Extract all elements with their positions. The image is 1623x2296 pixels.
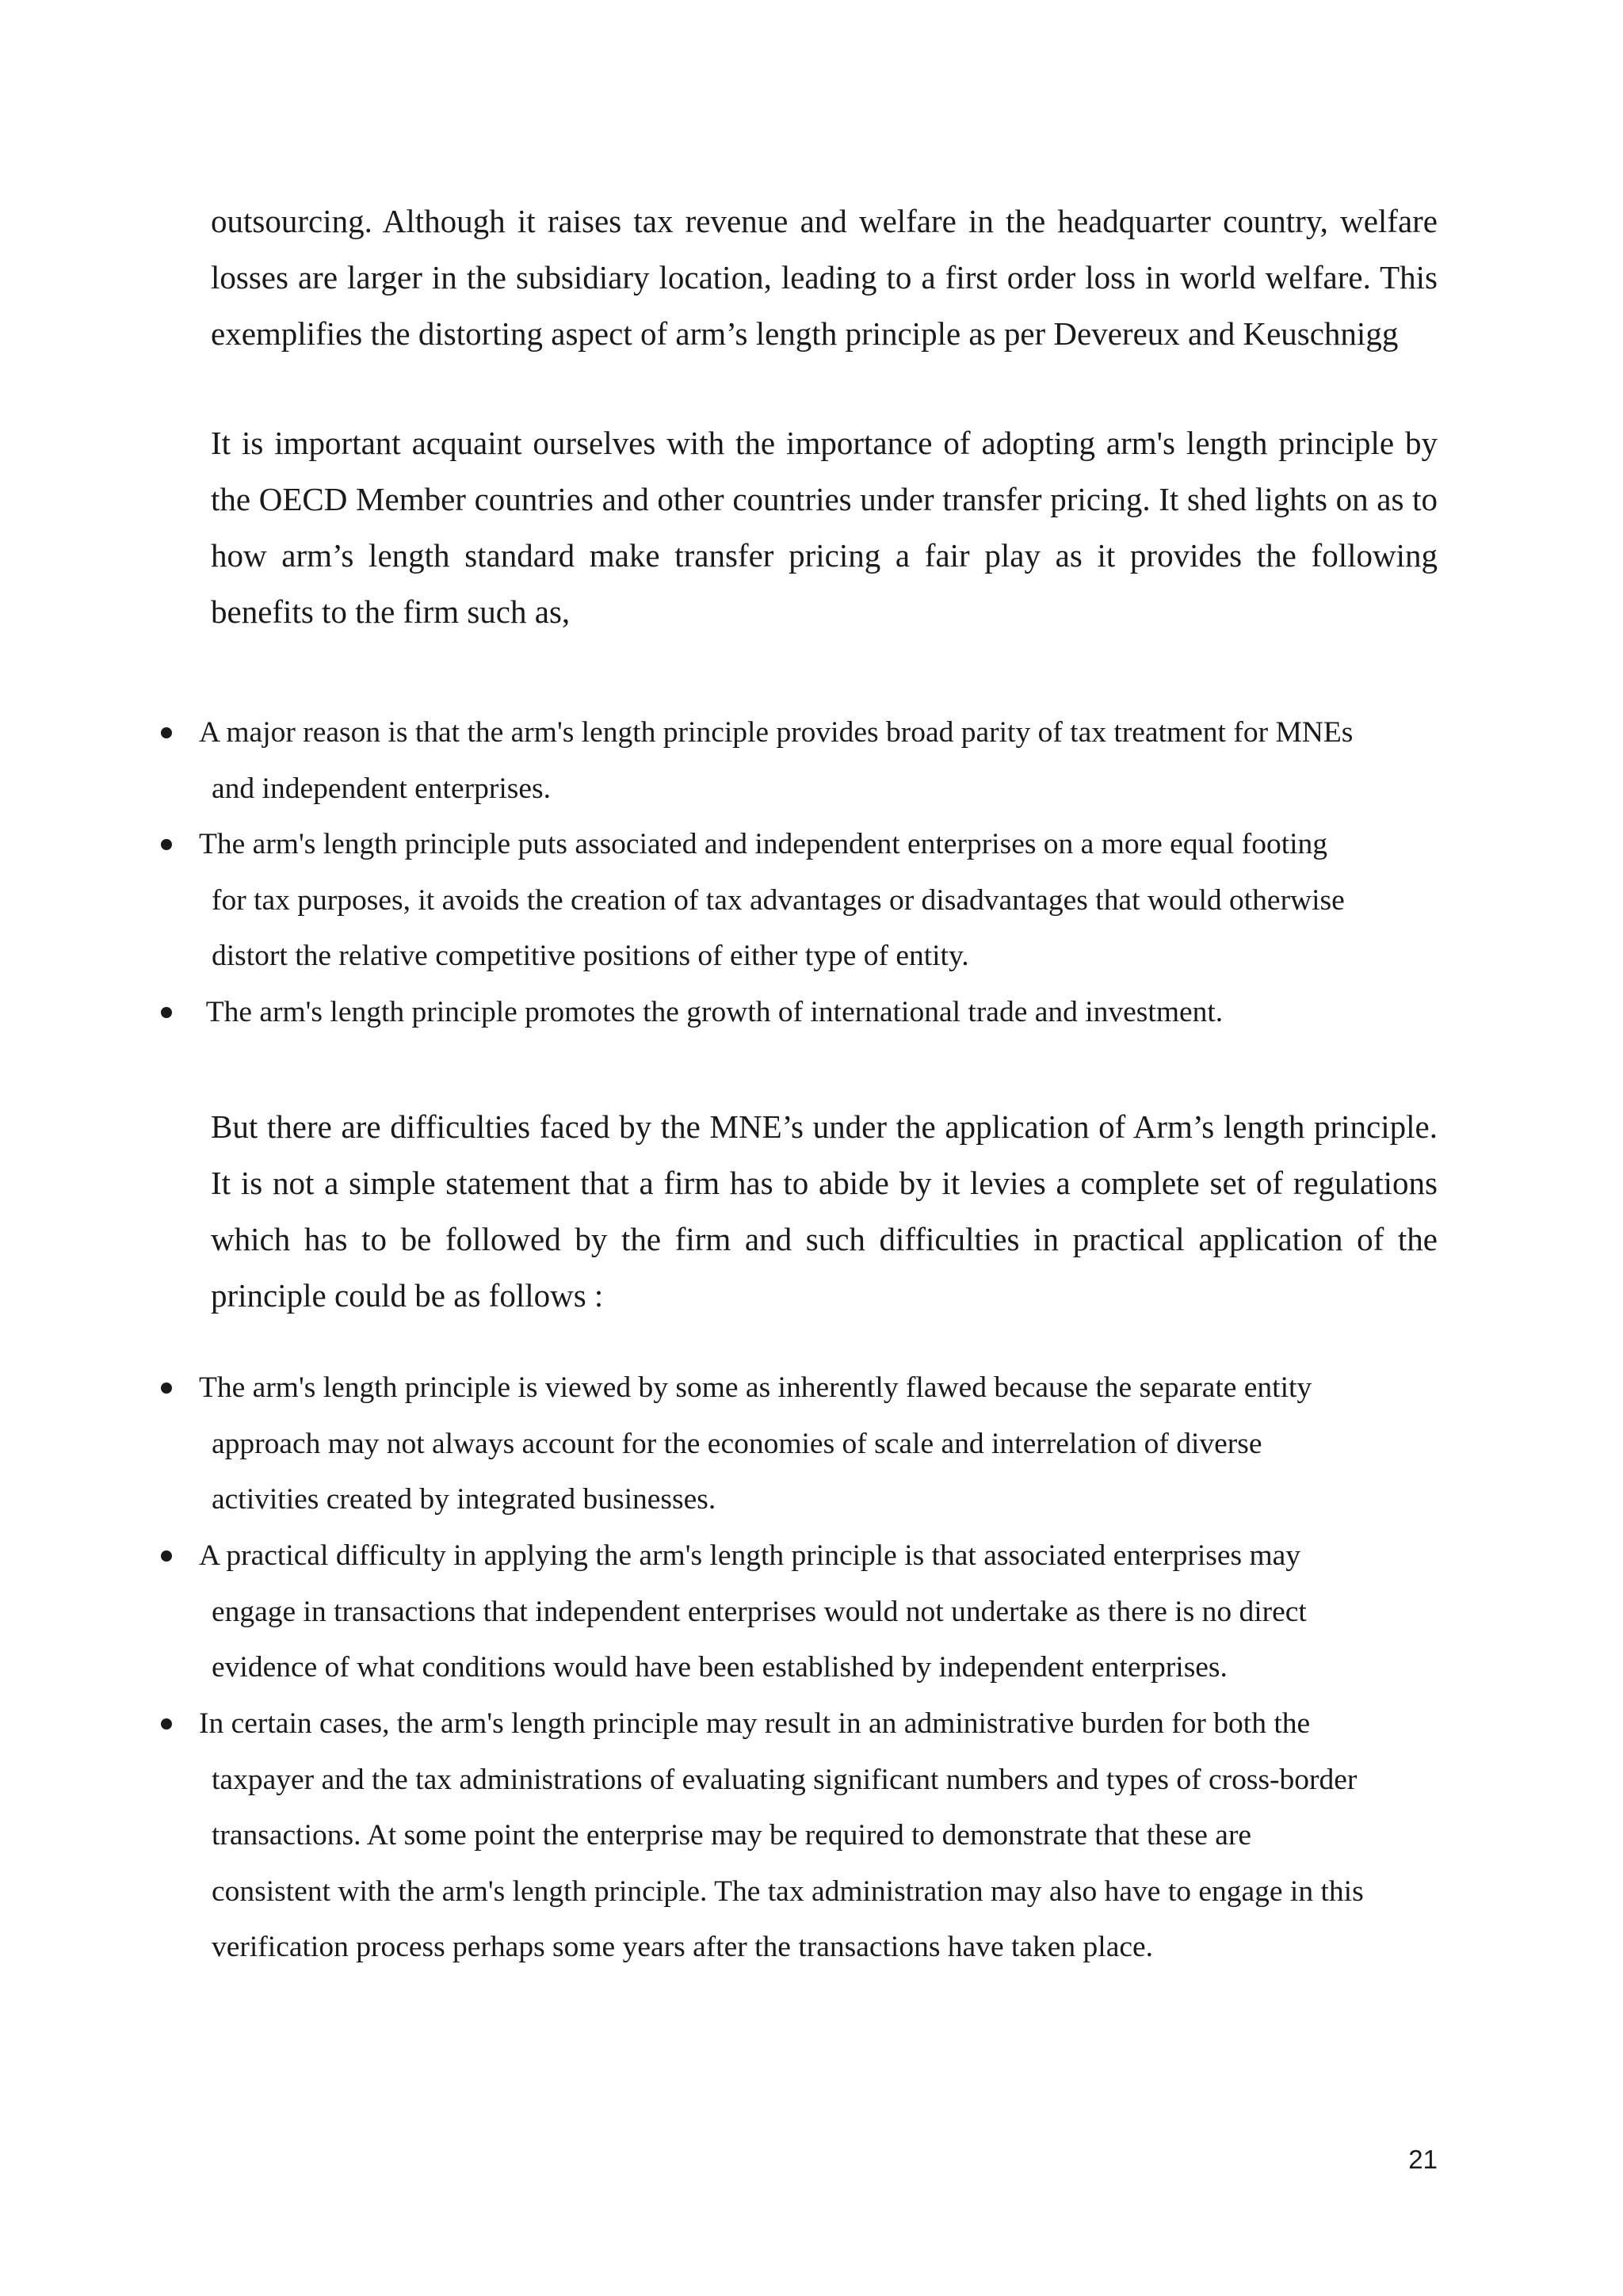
bullet-icon [161,727,172,738]
list-item-text: In certain cases, the arm's length principle may result in an administrative burden for both the taxpayer and the tax administrations of evaluating significant numbers and types of cross-border transactions. At some point the enterprise may be required to demonstrate that these are consistent with the arm's length principle. The tax administration may also have to engage in this verification process perhaps some years after the transactions have taken place. [199,1707,1364,1963]
paragraph-importance: It is important acquaint ourselves with the importance of adopting arm's length principle by the OECD Member countries and other countries under transfer pricing. It shed lights on as to how arm’s length standard make transfer pricing a fair play as it provides the following benefits to the firm such as, [211,425,1438,630]
bullet-icon [161,1718,172,1730]
list-item-text: The arm's length principle promotes the growth of international trade and investment. [199,996,1224,1028]
page-number: 21 [1408,2145,1438,2174]
bullet-icon [161,1383,172,1394]
list-item-text: A practical difficulty in applying the arm's length principle is that associated enterprises may engage in transactions that independent enterprises would not undertake as there is no direct evidence of what conditions would have been established by independent enterprises. [199,1539,1307,1684]
list-item-text: The arm's length principle is viewed by some as inherently flawed because the separate entity approach may not always account for the economies of scale and interrelation of diverse activities created by integrated businesses. [199,1371,1312,1516]
paragraph-outsourcing: outsourcing. Although it raises tax revenue and welfare in the headquarter country, welfare losses are larger in the subsidiary location, leading to a first order loss in world welfare. This exemplifies the distorting aspect of arm’s length principle as per Devereux and Keuschnigg [211,203,1438,352]
bullet-icon [161,1007,172,1018]
list-item-text: The arm's length principle puts associated and independent enterprises on a more equal footing for tax purposes, it avoids the creation of tax advantages or disadvantages that would otherwise distort the relative competitive positions of either type of entity. [199,828,1345,972]
bullet-icon [161,839,172,850]
paragraph-difficulties-intro: But there are difficulties faced by the MNE’s under the application of Arm’s length principle. It is not a simple statement that a firm has to abide by it levies a complete set of regulations which has to be followed by the firm and such difficulties in practical application of the principle could be as follows : [211,1108,1438,1314]
list-item-text: A major reason is that the arm's length principle provides broad parity of tax treatment for MNEs and independent enterprises. [199,716,1354,805]
bullet-icon [161,1550,172,1562]
